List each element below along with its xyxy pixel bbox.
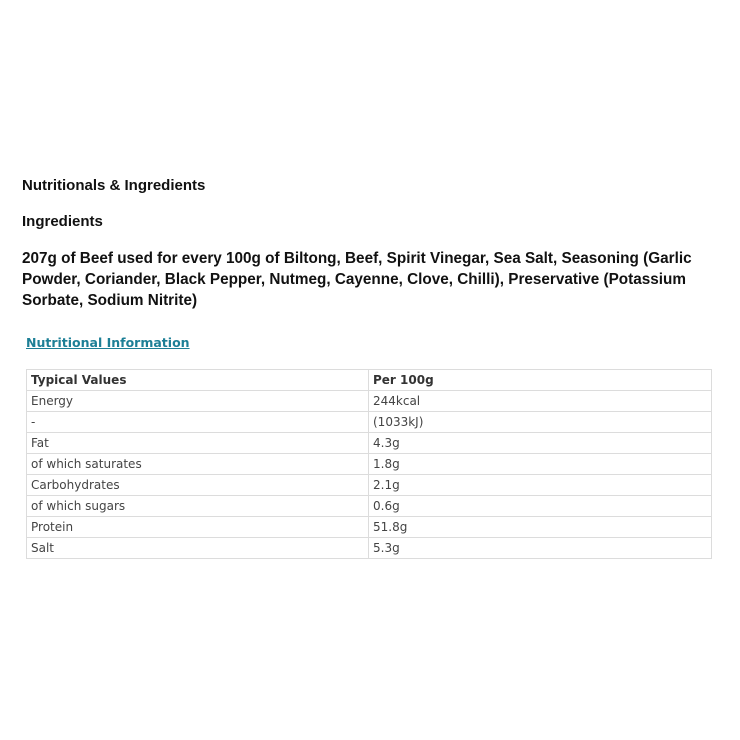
row-value: 1.8g <box>369 454 712 475</box>
row-value: 244kcal <box>369 391 712 412</box>
table-row <box>27 412 712 433</box>
row-value: 51.8g <box>369 517 712 538</box>
table-header-row <box>27 370 712 391</box>
nutrition-table <box>26 369 712 559</box>
row-value: 4.3g <box>369 433 712 454</box>
table-row <box>27 475 712 496</box>
table-row <box>27 454 712 475</box>
nutritional-information-link[interactable]: Nutritional Information <box>26 335 190 350</box>
table-row <box>27 496 712 517</box>
column-header-per-100g: Per 100g <box>369 370 712 391</box>
row-label: - <box>27 412 369 433</box>
row-value: 0.6g <box>369 496 712 517</box>
ingredients-heading: Ingredients <box>22 213 103 230</box>
table-row <box>27 517 712 538</box>
row-value: (1033kJ) <box>369 412 712 433</box>
table-row <box>27 433 712 454</box>
row-label: Fat <box>27 433 369 454</box>
row-label: of which saturates <box>27 454 369 475</box>
page-title: Nutritionals & Ingredients <box>22 177 206 194</box>
row-label: of which sugars <box>27 496 369 517</box>
row-label: Salt <box>27 538 369 559</box>
table-row <box>27 538 712 559</box>
row-label: Energy <box>27 391 369 412</box>
row-value: 2.1g <box>369 475 712 496</box>
column-header-typical-values: Typical Values <box>27 370 369 391</box>
table-row <box>27 391 712 412</box>
ingredients-text: 207g of Beef used for every 100g of Biltong, Beef, Spirit Vinegar, Sea Salt, Seasoning (Garlic Powder, Coriander, Black Pepper, Nutmeg, Cayenne, Clove, Chilli), Preservative (Potassium Sorbate, Sodium Nitrite) <box>22 250 692 309</box>
row-label: Protein <box>27 517 369 538</box>
row-value: 5.3g <box>369 538 712 559</box>
row-label: Carbohydrates <box>27 475 369 496</box>
